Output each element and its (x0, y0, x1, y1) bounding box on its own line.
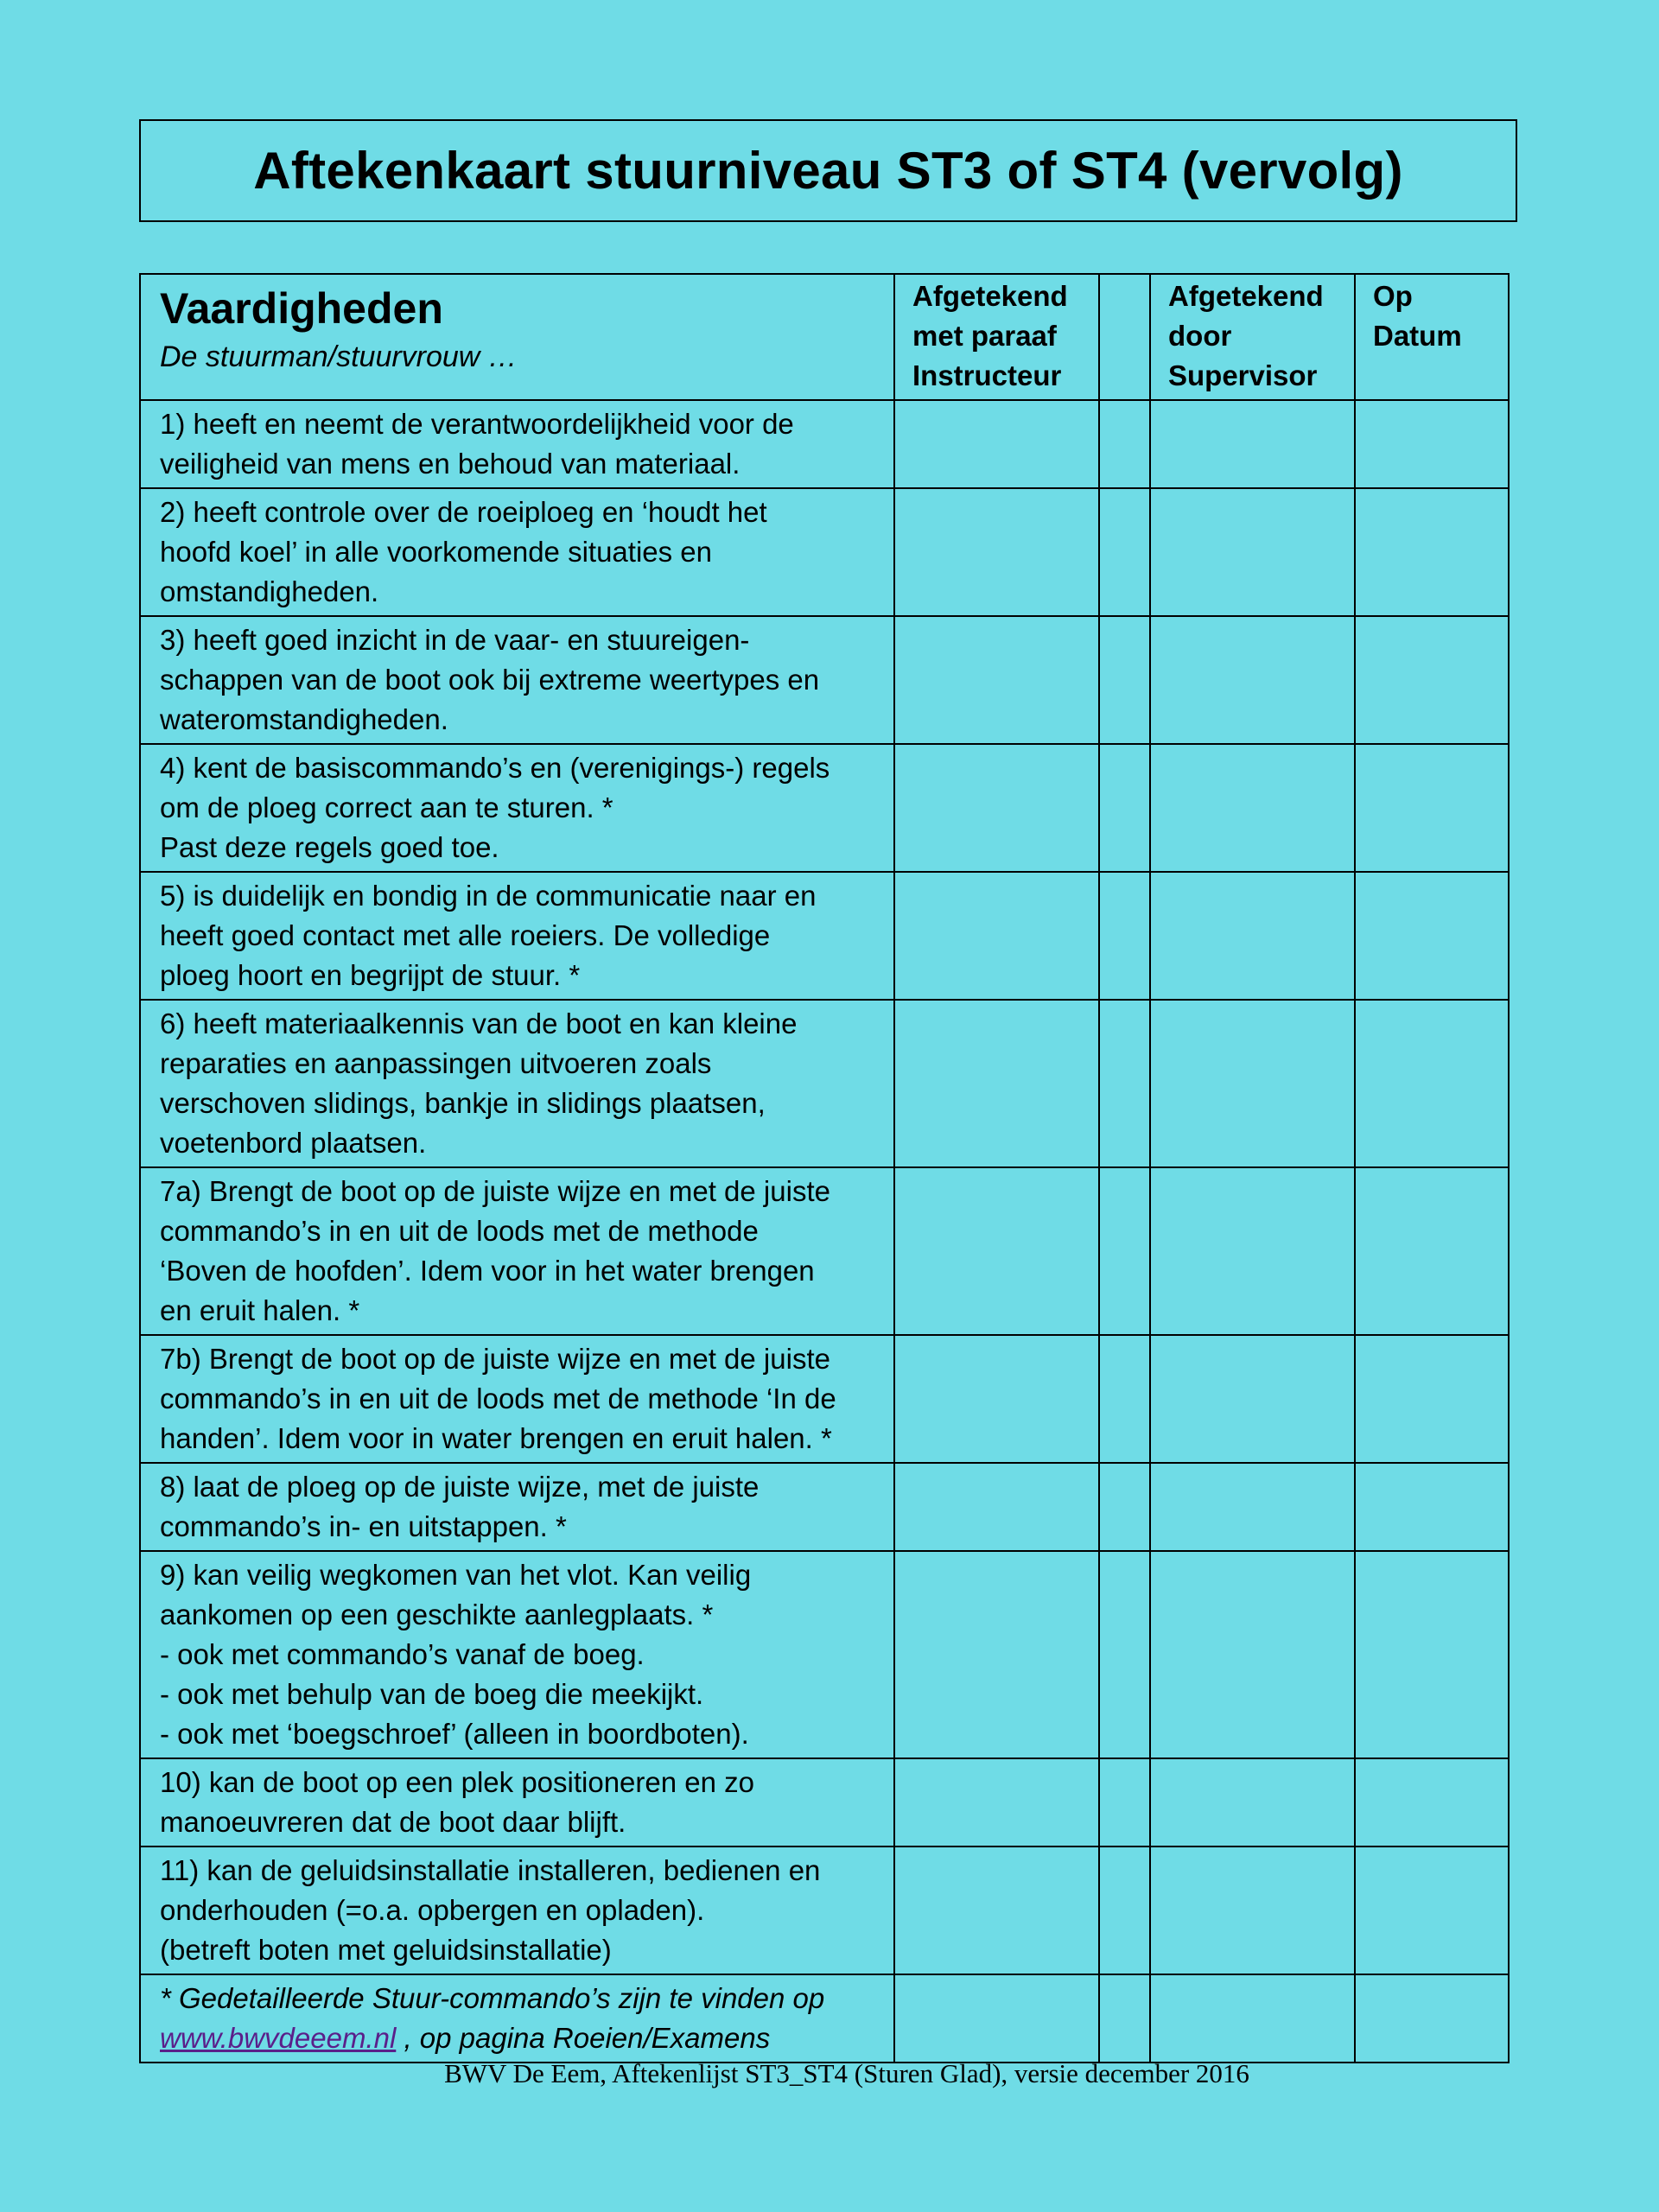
footnote-line-2 (160, 2018, 874, 2058)
sign-cell-spacer (1099, 616, 1150, 744)
sign-cell-instructor[interactable] (894, 744, 1099, 872)
header-instructor-line: Instructeur (912, 359, 1062, 391)
sign-cell-spacer (1099, 1000, 1150, 1167)
footnote-cell (140, 1974, 894, 2063)
sign-cell-supervisor[interactable] (1150, 1551, 1355, 1758)
sign-cell-supervisor[interactable] (1150, 616, 1355, 744)
sign-cell-spacer (1099, 1463, 1150, 1551)
skill-line: 4) kent de basiscommando’s en (verenigings-) regels (160, 752, 830, 784)
footnote-link-suffix: , op pagina Roeien/Examens (396, 2022, 771, 2054)
skill-description (140, 872, 894, 1000)
header-supervisor-line: Afgetekend (1168, 280, 1324, 312)
sign-cell-date[interactable] (1355, 616, 1509, 744)
header-instructor (894, 274, 1099, 400)
website-link[interactable]: www.bwvdeeem.nl (160, 2022, 397, 2054)
sign-cell-supervisor[interactable] (1150, 1758, 1355, 1847)
skill-line: 8) laat de ploeg op de juiste wijze, met de juiste (160, 1471, 760, 1503)
table-row (140, 1463, 1509, 1551)
skill-line: wateromstandigheden. (160, 703, 448, 735)
sign-cell-instructor[interactable] (894, 1758, 1099, 1847)
header-supervisor-line: door (1168, 320, 1232, 352)
skill-line: - ook met ‘boegschroef’ (alleen in boordboten). (160, 1718, 749, 1750)
table-row (140, 744, 1509, 872)
sign-cell-supervisor[interactable] (1150, 1000, 1355, 1167)
sign-cell-spacer (1099, 1167, 1150, 1335)
sign-cell-instructor[interactable] (894, 1167, 1099, 1335)
table-row (140, 1167, 1509, 1335)
sign-cell-supervisor[interactable] (1150, 872, 1355, 1000)
skill-line: aankomen op een geschikte aanlegplaats. * (160, 1599, 714, 1630)
table-header-row (140, 274, 1509, 400)
skill-description (140, 1000, 894, 1167)
sign-cell-spacer (1099, 1758, 1150, 1847)
sign-cell-spacer (1099, 744, 1150, 872)
footnote-line: * Gedetailleerde Stuur-commando’s zijn te vinden op (160, 1982, 825, 2014)
skill-line: Past deze regels goed toe. (160, 831, 499, 863)
skill-description (140, 616, 894, 744)
skill-description (140, 744, 894, 872)
sign-cell-date[interactable] (1355, 1551, 1509, 1758)
skill-description (140, 400, 894, 488)
skill-line: - ook met commando’s vanaf de boeg. (160, 1638, 645, 1670)
skill-line: en eruit halen. * (160, 1294, 360, 1326)
sign-cell-instructor[interactable] (894, 1335, 1099, 1463)
header-spacer (1099, 274, 1150, 400)
title-box (139, 119, 1517, 222)
skill-line: (betreft boten met geluidsinstallatie) (160, 1934, 612, 1966)
sign-cell-spacer (1099, 872, 1150, 1000)
skill-line: 7b) Brengt de boot op de juiste wijze en met de juiste (160, 1343, 830, 1375)
skill-description (140, 488, 894, 616)
skill-line: 10) kan de boot op een plek positioneren en zo (160, 1766, 755, 1798)
skill-line: verschoven slidings, bankje in slidings plaatsen, (160, 1087, 766, 1119)
table-row (140, 400, 1509, 488)
skill-line: schappen van de boot ook bij extreme weertypes en (160, 664, 820, 696)
table-row (140, 1551, 1509, 1758)
page-title: Aftekenkaart stuurniveau ST3 of ST4 (vervolg) (253, 142, 1403, 200)
sign-cell-date[interactable] (1355, 744, 1509, 872)
header-date-line: Op (1373, 280, 1413, 312)
skill-description (140, 1335, 894, 1463)
sign-cell-supervisor[interactable] (1150, 744, 1355, 872)
skill-line: commando’s in en uit de loods met de methode (160, 1215, 759, 1247)
sign-cell-instructor[interactable] (894, 872, 1099, 1000)
footnote-row (140, 1974, 1509, 2063)
page-footer: BWV De Eem, Aftekenlijst ST3_ST4 (Sturen Glad), versie december 2016 (444, 2058, 1249, 2088)
sign-cell-date[interactable] (1355, 1167, 1509, 1335)
header-supervisor (1150, 274, 1355, 400)
sign-cell-supervisor[interactable] (1150, 1463, 1355, 1551)
sign-cell-instructor[interactable] (894, 1551, 1099, 1758)
sign-cell-supervisor[interactable] (1150, 1974, 1355, 2063)
sign-cell-supervisor[interactable] (1150, 488, 1355, 616)
sign-cell-date[interactable] (1355, 872, 1509, 1000)
skill-line: veiligheid van mens en behoud van materiaal. (160, 448, 741, 480)
sign-cell-date[interactable] (1355, 1974, 1509, 2063)
sign-cell-supervisor[interactable] (1150, 1847, 1355, 1974)
skill-line: omstandigheden. (160, 575, 379, 607)
sign-cell-supervisor[interactable] (1150, 1167, 1355, 1335)
sign-cell-date[interactable] (1355, 1758, 1509, 1847)
header-date (1355, 274, 1509, 400)
skills-table (139, 273, 1510, 2063)
skill-line: 7a) Brengt de boot op de juiste wijze en met de juiste (160, 1175, 830, 1207)
table-row (140, 1847, 1509, 1974)
skills-title: Vaardigheden (160, 284, 443, 333)
header-supervisor-line: Supervisor (1168, 359, 1318, 391)
sign-cell-date[interactable] (1355, 1463, 1509, 1551)
sign-cell-date[interactable] (1355, 400, 1509, 488)
skill-line: 5) is duidelijk en bondig in de communicatie naar en (160, 880, 817, 912)
sign-cell-spacer (1099, 400, 1150, 488)
sign-cell-instructor[interactable] (894, 1000, 1099, 1167)
skill-description (140, 1463, 894, 1551)
skill-line: ploeg hoort en begrijpt de stuur. * (160, 959, 581, 991)
sign-cell-instructor[interactable] (894, 1847, 1099, 1974)
sign-cell-date[interactable] (1355, 1000, 1509, 1167)
table-row (140, 1758, 1509, 1847)
skill-line: 2) heeft controle over de roeiploeg en ‘houdt het (160, 496, 767, 528)
skill-line: voetenbord plaatsen. (160, 1127, 427, 1159)
table-row (140, 1000, 1509, 1167)
sign-cell-supervisor[interactable] (1150, 1335, 1355, 1463)
skill-line: 6) heeft materiaalkennis van de boot en kan kleine (160, 1007, 798, 1039)
table-row (140, 872, 1509, 1000)
sign-cell-date[interactable] (1355, 1335, 1509, 1463)
header-date-line: Datum (1373, 320, 1462, 352)
sign-cell-instructor[interactable] (894, 616, 1099, 744)
sign-cell-instructor[interactable] (894, 488, 1099, 616)
table-row (140, 1335, 1509, 1463)
skill-line: - ook met behulp van de boeg die meekijkt. (160, 1678, 704, 1710)
skills-subtitle: De stuurman/stuurvrouw … (160, 340, 518, 373)
sign-cell-spacer (1099, 1335, 1150, 1463)
skill-line: om de ploeg correct aan te sturen. * (160, 791, 613, 823)
header-skills (140, 274, 894, 400)
sign-cell-spacer (1099, 1847, 1150, 1974)
sign-cell-spacer (1099, 1551, 1150, 1758)
skill-line: reparaties en aanpassingen uitvoeren zoals (160, 1047, 712, 1079)
skill-line: onderhouden (=o.a. opbergen en opladen). (160, 1894, 705, 1926)
skill-line: commando’s in en uit de loods met de methode ‘In de (160, 1382, 836, 1414)
sign-cell-date[interactable] (1355, 488, 1509, 616)
header-instructor-line: Afgetekend (912, 280, 1068, 312)
skill-line: handen’. Idem voor in water brengen en eruit halen. * (160, 1422, 832, 1454)
sign-cell-instructor[interactable] (894, 1974, 1099, 2063)
sign-cell-spacer (1099, 488, 1150, 616)
skill-line: commando’s in- en uitstappen. * (160, 1510, 567, 1542)
skill-line: manoeuvreren dat de boot daar blijft. (160, 1806, 626, 1838)
sign-cell-spacer (1099, 1974, 1150, 2063)
header-instructor-line: met paraaf (912, 320, 1057, 352)
sign-cell-supervisor[interactable] (1150, 400, 1355, 488)
table-row (140, 488, 1509, 616)
skill-line: 9) kan veilig wegkomen van het vlot. Kan veilig (160, 1559, 752, 1591)
skill-description (140, 1758, 894, 1847)
skill-line: hoofd koel’ in alle voorkomende situaties en (160, 536, 713, 568)
skill-description (140, 1551, 894, 1758)
sign-cell-instructor[interactable] (894, 1463, 1099, 1551)
skill-line: 11) kan de geluidsinstallatie installeren, bedienen en (160, 1854, 821, 1886)
skill-line: ‘Boven de hoofden’. Idem voor in het water brengen (160, 1255, 815, 1287)
skill-description (140, 1167, 894, 1335)
skill-description (140, 1847, 894, 1974)
sign-cell-instructor[interactable] (894, 400, 1099, 488)
skill-line: heeft goed contact met alle roeiers. De volledige (160, 919, 771, 951)
table-row (140, 616, 1509, 744)
sign-cell-date[interactable] (1355, 1847, 1509, 1974)
skill-line: 3) heeft goed inzicht in de vaar- en stuureigen- (160, 624, 750, 656)
skill-line: 1) heeft en neemt de verantwoordelijkheid voor de (160, 408, 794, 440)
